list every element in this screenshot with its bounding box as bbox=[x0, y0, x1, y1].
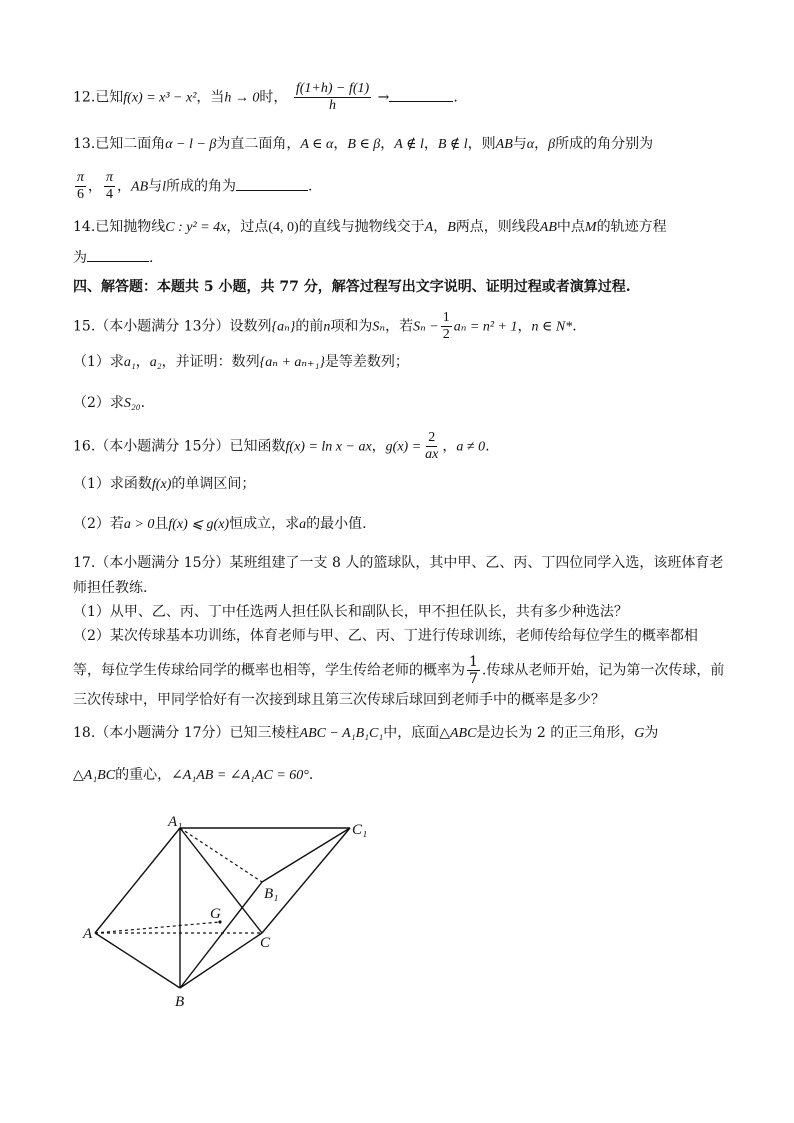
fraction-numerator: 2 bbox=[428, 430, 436, 445]
edge-A1C bbox=[180, 828, 262, 933]
math-domain: n ∈ N* bbox=[531, 319, 573, 335]
text: . bbox=[453, 89, 458, 106]
math-angle: α − l − β bbox=[165, 137, 217, 152]
text: 为 bbox=[644, 725, 659, 741]
math-angles: ∠A₁AB = ∠A₁AC = 60° bbox=[171, 768, 309, 783]
question-17-part-2-line-3: 三次传球中，甲同学恰好有一次接到球且第三次传球后球回到老师手中的概率是多少？ bbox=[73, 692, 605, 708]
math-segment: AB bbox=[539, 220, 557, 235]
math-function: f(x) = ln x − ax bbox=[285, 439, 372, 455]
fraction-denominator: 7 bbox=[469, 671, 478, 687]
text: 与 bbox=[148, 178, 163, 195]
math-term: a₁ bbox=[123, 355, 136, 370]
math-sum: S₂₀ bbox=[123, 396, 141, 411]
text: 与 bbox=[512, 136, 527, 152]
fraction-denominator: h bbox=[329, 98, 337, 113]
text: 为直二面角， bbox=[216, 136, 301, 152]
math-point: (4, 0) bbox=[268, 220, 299, 235]
question-number: 12. bbox=[73, 89, 96, 106]
label-G: G bbox=[210, 906, 221, 922]
math-curve: C : y² = 4x bbox=[165, 220, 227, 235]
edge-BC bbox=[180, 933, 262, 988]
text: . bbox=[149, 250, 154, 266]
section-heading: 四、解答题：本题共 5 小题，共 77 分，解答过程写出文字说明、证明过程或者演算过程. bbox=[73, 279, 631, 295]
math-triangle: △ABC bbox=[439, 726, 477, 741]
question-13-line-1: 13.已知二面角α − l − β为直二面角，A ∈ α，B ∈ β，A ∉ l，B ∉ l，则AB与α，β所成的角分别为 bbox=[73, 136, 654, 152]
question-17-line-1: 17.（本小题满分 15分）某班组建了一支 8 人的篮球队，其中甲、乙、丙、丁四位同学入选，该班体育老 bbox=[73, 555, 724, 571]
text: ，当 bbox=[196, 89, 225, 106]
fraction-pi-4 bbox=[104, 170, 115, 203]
text: ，并证明：数列 bbox=[161, 354, 260, 370]
edge-AB bbox=[95, 933, 180, 988]
question-17-part-2-line-1: （2）某次传球基本功训练，体育老师与甲、乙、丙、丁进行传球训练，老师传给每位学生的概率都相 bbox=[73, 628, 698, 644]
edge-A1A bbox=[95, 828, 180, 933]
question-17-part-1: （1）从甲、乙、丙、丁中任选两人担任队长和副队长，甲不担任队长，共有多少种选法？ bbox=[73, 604, 628, 620]
label-C: C bbox=[260, 935, 271, 951]
question-12 bbox=[73, 81, 724, 114]
text: 的直线与抛物线交于 bbox=[298, 219, 425, 235]
label-A1: A₁ bbox=[168, 814, 183, 830]
label-C1: C₁ bbox=[352, 822, 368, 838]
math-var: a bbox=[299, 517, 307, 532]
text: 已知 bbox=[95, 89, 124, 106]
math-line: l bbox=[162, 179, 167, 195]
math-condition: a ≠ 0 bbox=[456, 439, 486, 455]
edge-B1B bbox=[180, 882, 262, 988]
question-14-line-1: 14.已知抛物线C : y² = 4x，过点(4, 0)的直线与抛物线交于A，B两点，则线段AB中点M的轨迹方程 bbox=[73, 219, 667, 235]
label-B1: B₁ bbox=[264, 886, 279, 902]
text: 的单调区间； bbox=[171, 476, 256, 492]
answer-blank bbox=[87, 247, 149, 262]
math-condition: a > 0 bbox=[123, 517, 155, 532]
math-segment: AB bbox=[131, 179, 149, 195]
math-plane: α bbox=[526, 137, 535, 152]
text: 已知二面角 bbox=[95, 136, 166, 152]
text: 是边长为 2 的正三角形， bbox=[476, 725, 635, 741]
text: 是等差数列； bbox=[324, 354, 409, 370]
math-var: n bbox=[323, 319, 331, 335]
edge-A1B1-hidden bbox=[180, 828, 262, 882]
text: . bbox=[308, 178, 313, 195]
text: 中，底面 bbox=[383, 725, 440, 741]
math-point: G bbox=[634, 726, 645, 741]
math-sequence: {aₙ} bbox=[271, 319, 296, 335]
text: 恒成立，求 bbox=[229, 516, 300, 532]
math-condition: B ∈ β bbox=[347, 137, 381, 152]
question-header: 15.（本小题满分 13分）设数列 bbox=[73, 318, 272, 335]
prism-figure bbox=[80, 810, 380, 1010]
question-number: 14. bbox=[73, 219, 96, 235]
math-point: M bbox=[584, 220, 597, 235]
math-sum: Sₙ bbox=[372, 319, 386, 335]
text: ，则 bbox=[467, 136, 496, 152]
question-15-part-2 bbox=[73, 392, 724, 415]
math-prism: ABC − A₁B₁C₁ bbox=[299, 726, 384, 741]
edge-AG-hidden bbox=[95, 922, 220, 933]
question-number: 13. bbox=[73, 136, 96, 152]
question-16-part-2 bbox=[73, 513, 724, 536]
text: . bbox=[308, 767, 314, 783]
text: 的最小值. bbox=[306, 516, 367, 532]
math-plane: β bbox=[548, 137, 556, 152]
math-segment: AB bbox=[495, 137, 513, 152]
text: . bbox=[485, 438, 490, 455]
text: 所成的角分别为 bbox=[555, 136, 654, 152]
question-14-line-2 bbox=[73, 247, 724, 269]
math-condition: B ∉ l bbox=[437, 137, 468, 152]
math-function: f(x) bbox=[151, 477, 172, 492]
text: （2）若 bbox=[73, 516, 124, 532]
math-point: B bbox=[447, 220, 456, 235]
prism-edges bbox=[95, 828, 350, 988]
arrow: → bbox=[377, 89, 390, 106]
question-13-line-2: $\frac{\pi}{6}$ ， $\frac{\pi}{4}$ ，AB与l所成的角为 . bbox=[77, 170, 313, 202]
text: . bbox=[140, 395, 146, 411]
text: 所成的角为 bbox=[166, 178, 237, 195]
math-triangle: △A₁BC bbox=[73, 768, 116, 783]
text: .传球从老师开始，记为第一次传球，前 bbox=[481, 662, 725, 679]
text: 的轨迹方程 bbox=[596, 219, 667, 235]
question-16: 16.（本小题满分 15分）已知函数f(x) = ln x − ax，g(x) = $\frac{2}{ax}$ ，a ≠ 0. bbox=[73, 430, 490, 462]
question-header: 18.（本小题满分 17分）已知三棱柱 bbox=[73, 725, 300, 741]
fraction-1-7 bbox=[467, 654, 480, 687]
math-condition: A ∉ l bbox=[394, 137, 424, 152]
text: ，过点 bbox=[226, 219, 269, 235]
fraction-numerator: π bbox=[106, 170, 114, 185]
label-B: B bbox=[175, 994, 185, 1010]
text: （1）求 bbox=[73, 354, 124, 370]
math-function: g(x) = bbox=[385, 439, 422, 455]
math-point: A bbox=[424, 220, 434, 235]
math-expression: Sₙ − bbox=[413, 319, 439, 335]
question-15: 15.（本小题满分 13分）设数列{aₙ}的前n项和为Sₙ，若Sₙ − $\frac{1}{2}$ aₙ = n² + 1，n ∈ N*. bbox=[73, 310, 577, 342]
fraction-numerator: π bbox=[77, 170, 85, 185]
fraction-denominator: 2 bbox=[442, 327, 450, 342]
edge-C1B1 bbox=[262, 828, 350, 882]
text: （1）求函数 bbox=[73, 476, 152, 492]
answer-blank bbox=[389, 87, 453, 102]
question-16-part-1 bbox=[73, 473, 724, 496]
hidden-edges bbox=[95, 828, 262, 933]
text: 时， bbox=[259, 89, 288, 106]
fraction-numerator: f(1+h) − f(1) bbox=[295, 81, 370, 96]
text: 的重心， bbox=[115, 767, 172, 783]
difference-quotient bbox=[294, 81, 371, 114]
fraction-denominator: ax bbox=[425, 447, 439, 462]
question-header: 16.（本小题满分 15分）已知函数 bbox=[73, 438, 286, 455]
text: 的前 bbox=[295, 318, 324, 335]
fraction-denominator: 4 bbox=[106, 187, 114, 202]
math-condition: h → 0 bbox=[224, 90, 260, 106]
fraction-denominator: 6 bbox=[77, 187, 84, 202]
question-17-line-2: 师担任教练. bbox=[73, 580, 148, 596]
text: 中点 bbox=[556, 219, 585, 235]
math-expression: aₙ = n² + 1 bbox=[453, 319, 518, 335]
math-term: a₂ bbox=[149, 355, 162, 370]
question-17-part-2-line-2 bbox=[73, 654, 724, 687]
text: 两点，则线段 bbox=[455, 219, 540, 235]
fraction-numerator: 1 bbox=[442, 310, 450, 325]
math-condition: A ∈ α bbox=[300, 137, 334, 152]
text: 已知抛物线 bbox=[95, 219, 166, 235]
text: 项和为 bbox=[330, 318, 373, 335]
fraction-2-over-ax bbox=[423, 430, 440, 463]
fraction-pi-6 bbox=[75, 170, 86, 203]
text: . bbox=[572, 318, 577, 335]
math-function: f(x) = x³ − x² bbox=[123, 90, 197, 106]
math-sequence: {aₙ + aₙ₊₁} bbox=[259, 355, 325, 370]
text: 等，每位学生传球给同学的概率也相等，学生传给老师的概率为 bbox=[73, 662, 465, 679]
question-18-line-2 bbox=[73, 764, 724, 787]
label-A: A bbox=[83, 926, 93, 942]
question-18-line-1 bbox=[73, 722, 724, 745]
edge-C1C bbox=[262, 828, 350, 933]
text: 且 bbox=[154, 516, 169, 532]
fraction-one-half bbox=[441, 310, 452, 343]
fraction-numerator: 1 bbox=[469, 654, 478, 670]
text: ，若 bbox=[385, 318, 414, 335]
answer-blank bbox=[236, 176, 308, 191]
text: （2）求 bbox=[73, 395, 124, 411]
question-15-part-1: （1）求a₁，a₂，并证明：数列{aₙ + aₙ₊₁}是等差数列； bbox=[73, 354, 409, 370]
math-inequality: f(x) ⩽ g(x) bbox=[168, 517, 230, 532]
text: 为 bbox=[73, 250, 87, 266]
